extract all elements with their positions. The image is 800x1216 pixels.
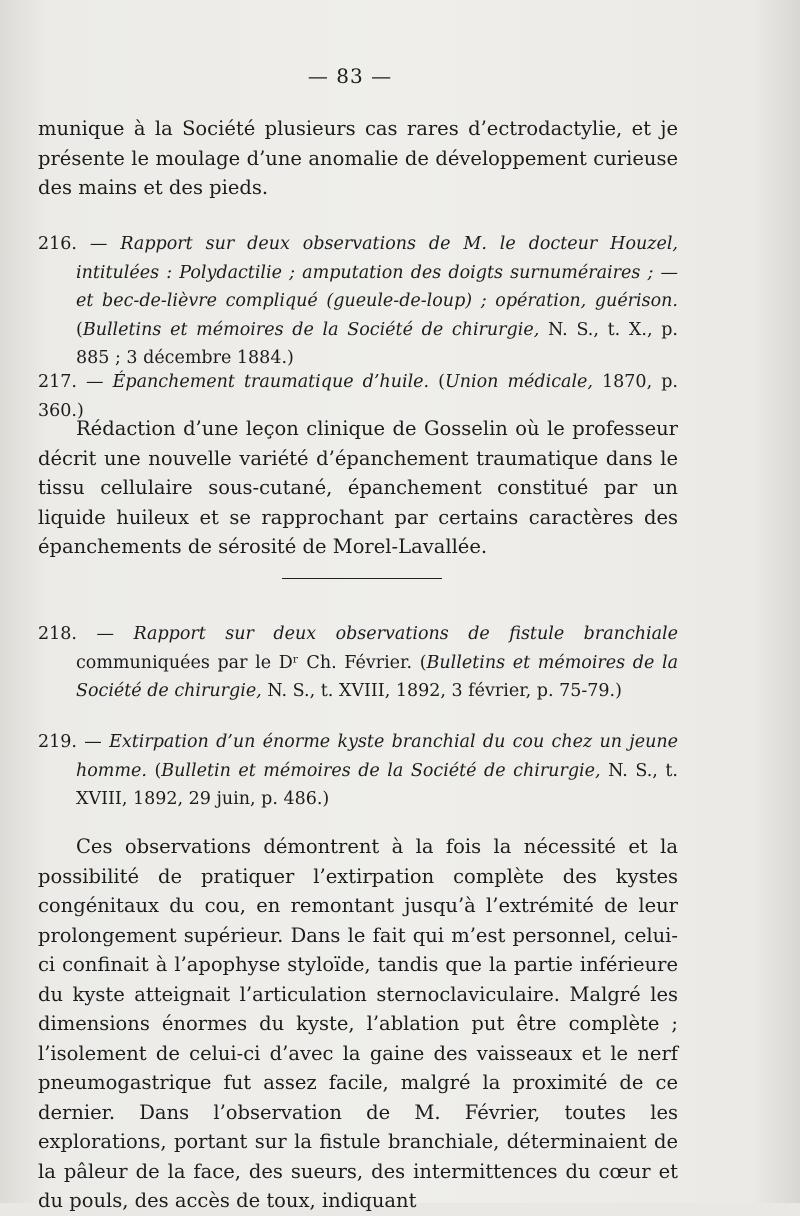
entry-216-ref: N. S., t. X., p. 885 ; 3 décembre 1884.) (76, 319, 678, 368)
entry-217-number: 217. — (38, 372, 104, 392)
intro-text: munique à la Société plusieurs cas rares d’ectrodactylie, et je présente le moulage d’une anomalie de développement curieuse des mains et des pieds. (38, 117, 678, 199)
entry-217-ref-open: ( (438, 372, 445, 392)
entry-218-ref: N. S., t. XVIII, 1892, 3 février, p. 75-79.) (267, 681, 622, 701)
entry-219-journal: Bulletin et mémoires de la Société de chirurgie, (161, 760, 601, 781)
entry-216 (38, 230, 678, 373)
paragraph-219-text: Ces observations démontrent à la fois la nécessité et la possibilité de pratiquer l’extirpation complète des kystes congénitaux du cou, en remontant jusqu’à l’extrémité de leur prolongement supérieur. Dans le fait qui m’est personnel, celui-ci confinait à l’apophyse styloïde, tandis que la partie inférieure du kyste atteignait l’articulation sternoclaviculaire. Malgré les dimensions énormes du kyste, l’ablation put être complète ; l’isolement de celui-ci d’avec la gaine des vaisseaux et le nerf pneumogastrique fut assez facile, malgré la proximité de ce dernier. Dans l’observation de M. Février, toutes les explorations, portant sur la fistule branchiale, déterminaient de la pâleur de la face, des sueurs, des intermittences du cœur et du pouls, des accès de toux, indiquant (38, 835, 678, 1212)
entry-216-title: Rapport sur deux observations de M. le docteur Houzel, intitulées : Polydactilie ; amputation des doigts surnuméraires ; — et bec-de-lièvre compliqué (gueule-de-loup) ; opération, guérison. (76, 234, 678, 311)
entry-217-journal: Union médicale, (444, 372, 593, 392)
entry-218-title: Rapport sur deux observations de fistule branchiale (133, 624, 678, 644)
intro-paragraph (38, 114, 678, 203)
entry-218-ref-open: ( (419, 652, 427, 673)
entry-218 (38, 620, 678, 706)
entry-219 (38, 728, 678, 814)
entry-218-number: 218. — (38, 624, 114, 644)
section-divider (282, 578, 442, 579)
entry-218-journal: Bulletins et mémoires de la Société de chirurgie, (76, 652, 678, 701)
entry-216-ref-open: ( (76, 319, 83, 340)
entry-219-ref: N. S., t. XVIII, 1892, 29 juin, p. 486.) (76, 760, 678, 809)
entry-217-title: Épanchement traumatique d’huile. (112, 372, 430, 392)
entry-219-ref-open: ( (154, 760, 162, 781)
entry-219-number: 219. — (38, 732, 102, 752)
entry-218-author: communiquées par le Dʳ Ch. Février. (76, 652, 413, 673)
page-number: — 83 — (307, 64, 393, 88)
entry-216-journal: Bulletins et mémoires de la Société de chirurgie, (82, 319, 540, 340)
entry-219-title: Extirpation d’un énorme kyste branchial du cou chez un jeune homme. (76, 732, 678, 781)
entry-216-number: 216. — (38, 234, 108, 254)
entry-217-ref: 1870, p. 360.) (38, 372, 678, 421)
paragraph-217-text: Rédaction d’une leçon clinique de Gosselin où le professeur décrit une nouvelle variété d’épanchement traumatique dans le tissu cellulaire sous-cutané, épanchement constitué par un liquide huileux et se rapprochant par certains caractères des épanchements de sérosité de Morel-Lavallée. (38, 417, 678, 558)
paragraph-219 (38, 832, 678, 1216)
paragraph-217 (38, 414, 678, 562)
